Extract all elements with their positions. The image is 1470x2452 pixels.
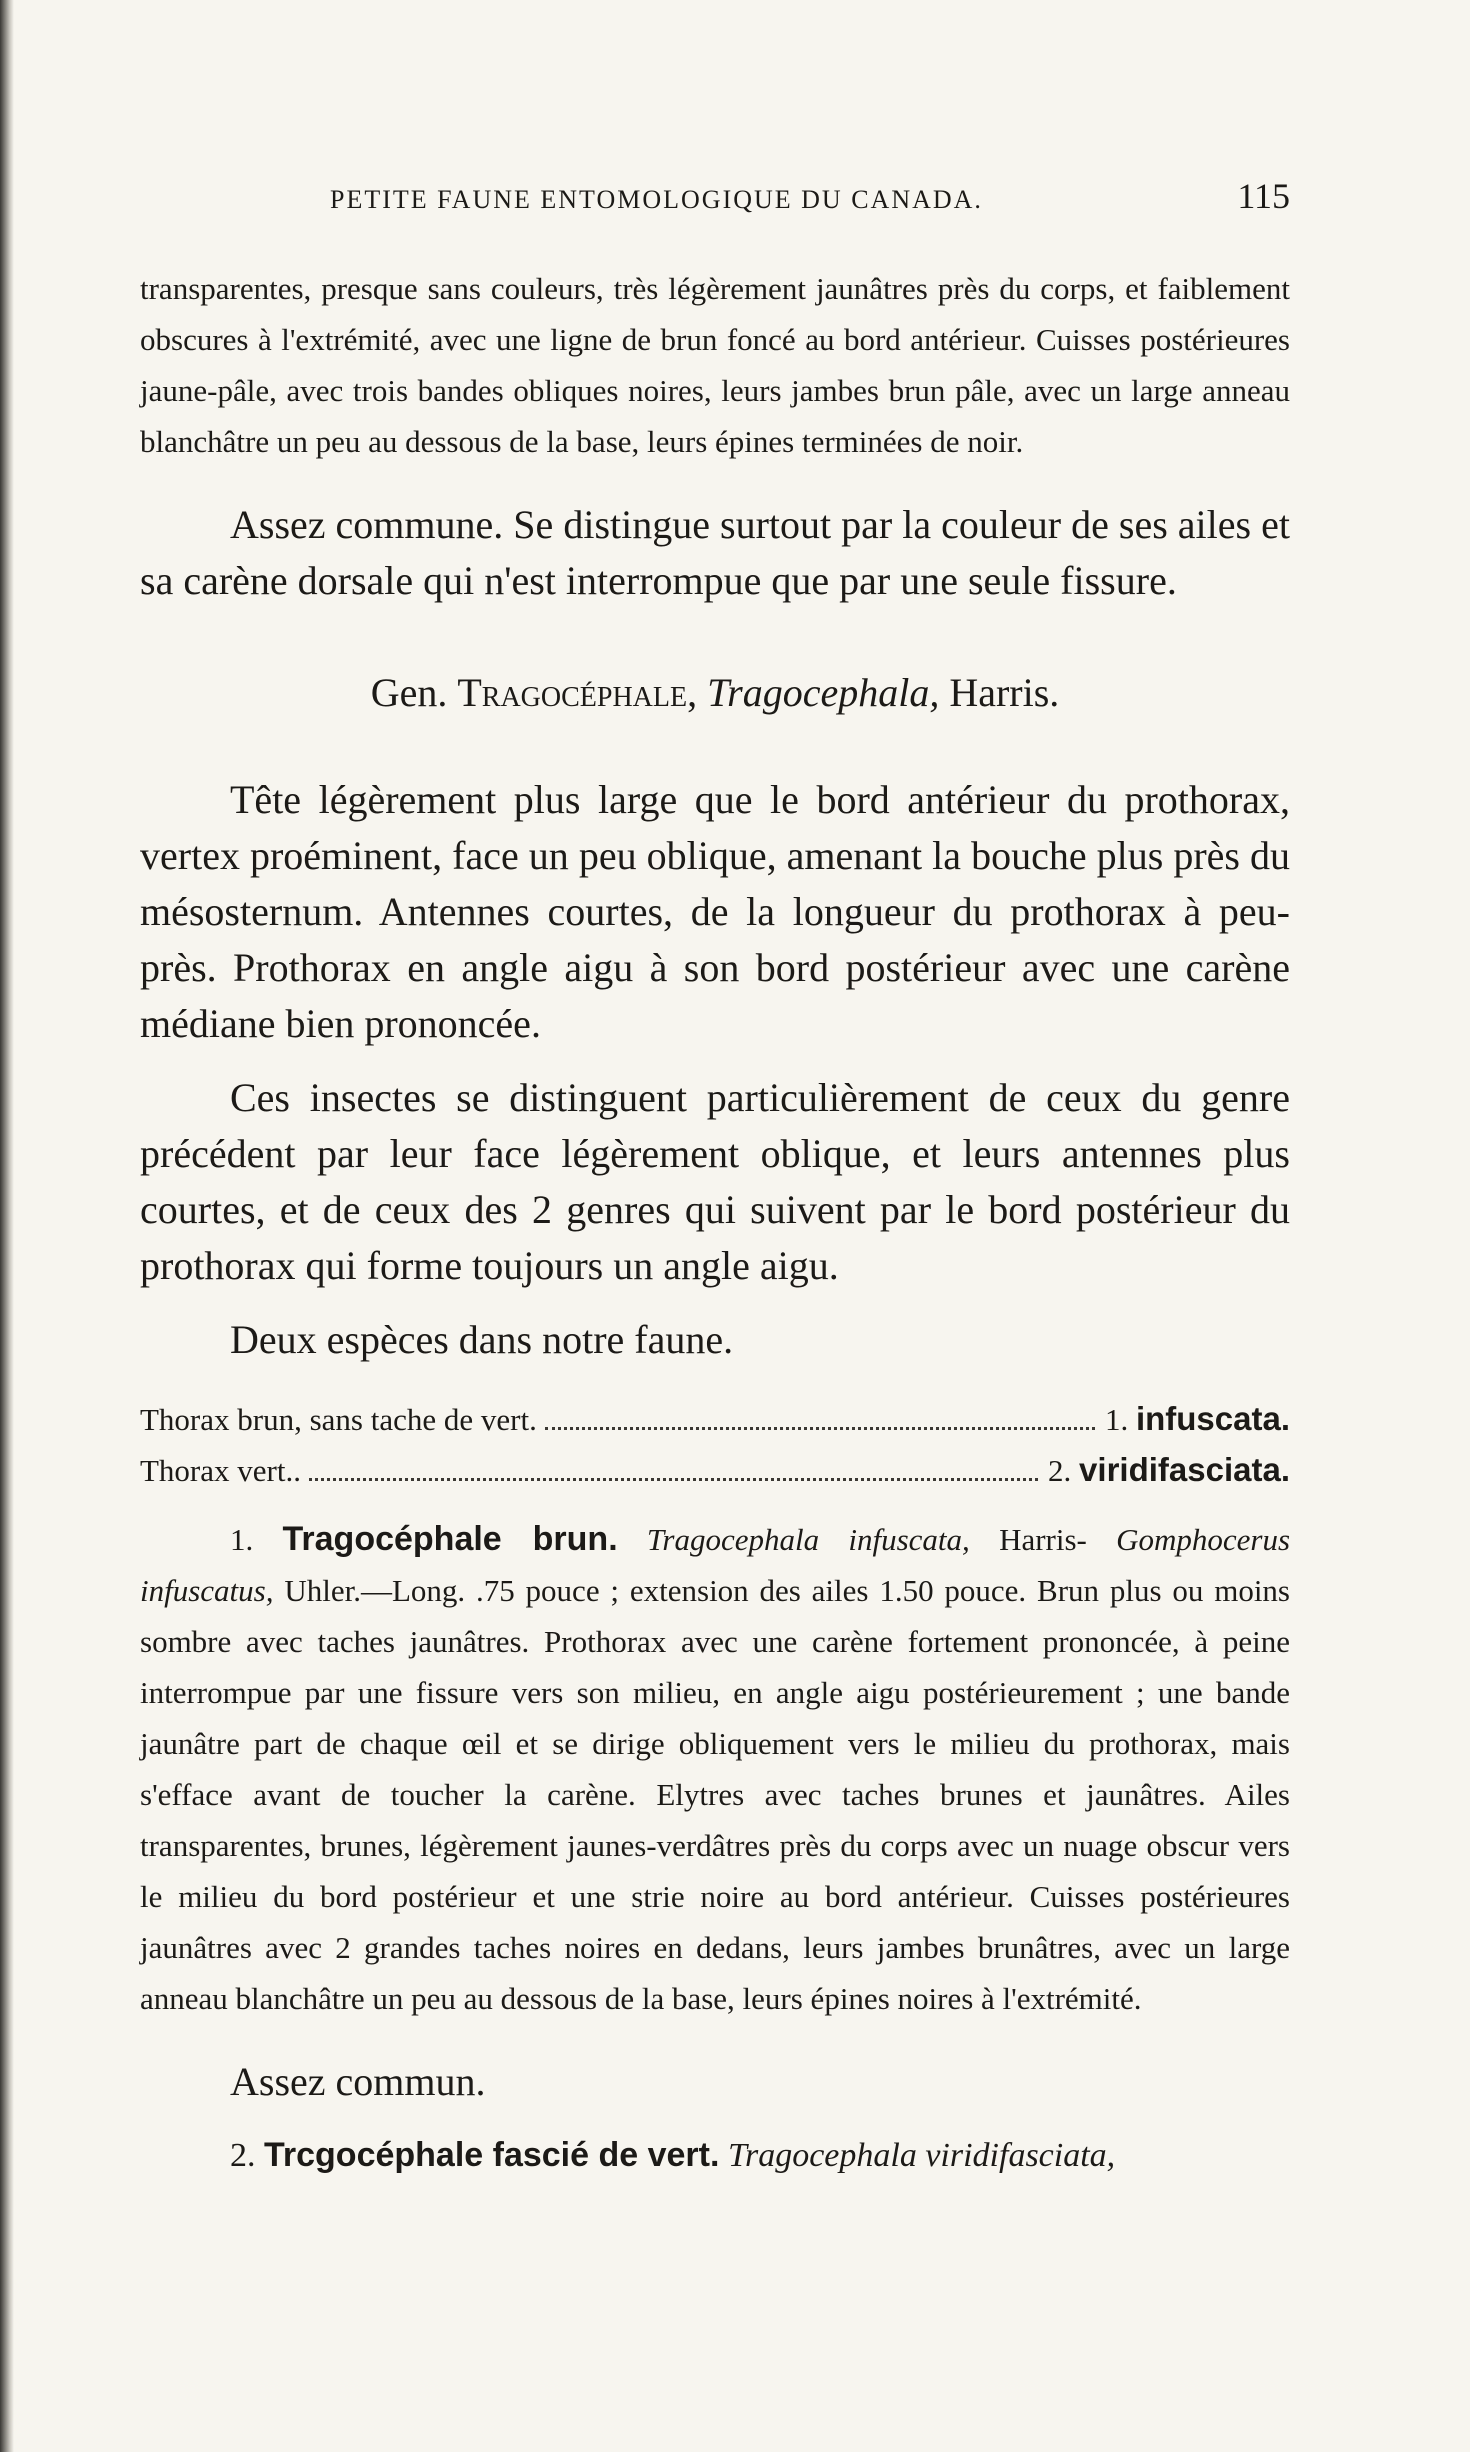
genus-name: Tragocéphale, — [457, 670, 698, 715]
paragraph-note-common: Assez commune. Se distingue surtout par la couleur de ses ailes et sa carène dorsale qui n'est interrompue que par une seule fissure. — [140, 502, 1290, 603]
species-key — [140, 1394, 1290, 1496]
genus-author: Harris. — [949, 670, 1060, 715]
paragraph-genus-distinction: Ces insectes se distinguent particulièrement de ceux du genre précédent par leur face légèrement oblique, et leurs antennes plus courtes, et de ceux des 2 genres qui suivent par le bord postérieur du prothorax qui forme toujours un angle aigu. — [140, 1075, 1290, 1288]
species-latin: Tragocephala infuscata, — [646, 1522, 970, 1557]
dot-leader — [545, 1427, 1095, 1430]
species-synonym: Gomphocerus infuscatus, — [140, 1522, 1291, 1608]
key-description: Thorax brun, sans tache de vert. — [140, 1402, 537, 1437]
dot-leader — [309, 1478, 1038, 1481]
species-entry-2 — [140, 2136, 1290, 2175]
key-species-name: viridifasciata. — [1079, 1451, 1290, 1488]
page-number: 115 — [1237, 176, 1290, 216]
running-header — [330, 175, 1290, 217]
genus-latin: Tragocephala, — [707, 670, 940, 715]
paragraph-intro: transparentes, presque sans couleurs, très légèrement jaunâtres près du corps, et faiblement obscures à l'extrémité, avec une ligne de brun foncé au bord antérieur. Cuisses postérieures jaune-pâle, avec trois bandes obliques noires, leurs jambes brun pâle, avec un large anneau blanchâtre un peu au dessous de la base, leurs épines terminées de noir. — [140, 271, 1290, 459]
key-species-name: infuscata. — [1135, 1400, 1290, 1437]
key-number: 1. — [1104, 1402, 1129, 1437]
species-description: Uhler.—Long. .75 pouce ; extension des ailes 1.50 pouce. Brun plus ou moins sombre avec taches jaunâtres. Prothorax avec une carène fortement prononcée, à peine interrompue par une fissure vers son milieu, en angle aigu postérieurement ; une bande jaunâtre part de chaque œil et se dirige obliquement vers le milieu du prothorax, mais s'efface avant de toucher la carène. Elytres avec taches brunes et jaunâtres. Ailes transparentes, brunes, légèrement jaunes-verdâtres près du corps avec un nuage obscur vers le milieu du bord postérieur et une strie noire au bord antérieur. Cuisses postérieures jaunâtres avec 2 grandes taches noires en dedans, leurs jambes brunâtres, avec un large anneau blanchâtre un peu au dessous de la base, leurs épines noires à l'extrémité. — [140, 1573, 1290, 2016]
species-number: 1. — [230, 1522, 254, 1557]
key-description: Thorax vert.. — [140, 1453, 301, 1488]
page-binding-shadow — [0, 0, 14, 2452]
species-entry-1 — [140, 1514, 1290, 2024]
running-title: PETITE FAUNE ENTOMOLOGIQUE DU CANADA. — [330, 185, 983, 214]
species-author: Harris- — [999, 1522, 1087, 1557]
book-page — [140, 175, 1290, 2175]
genus-prefix: Gen. — [370, 670, 448, 715]
species-name: Trcgocéphale fascié de vert. — [264, 2136, 720, 2174]
paragraph-genus-description: Tête légèrement plus large que le bord antérieur du prothorax, vertex proéminent, face un peu oblique, amenant la bouche plus près du mésosternum. Antennes courtes, de la longueur du prothorax à peu- près. Prothorax en angle aigu à son bord postérieur avec une carène médiane bien prononcée. — [140, 777, 1290, 1046]
key-number: 2. — [1048, 1453, 1072, 1488]
species-name: Tragocéphale brun. — [282, 1520, 618, 1558]
genus-heading — [140, 669, 1290, 716]
key-row — [140, 1445, 1290, 1496]
species-number: 2. — [230, 2137, 256, 2174]
paragraph-species-count: Deux espèces dans notre faune. — [230, 1317, 734, 1362]
paragraph-note-common-2: Assez commun. — [230, 2059, 486, 2104]
key-row — [140, 1394, 1290, 1445]
species-latin: Tragocephala viridifasciata, — [727, 2137, 1116, 2174]
